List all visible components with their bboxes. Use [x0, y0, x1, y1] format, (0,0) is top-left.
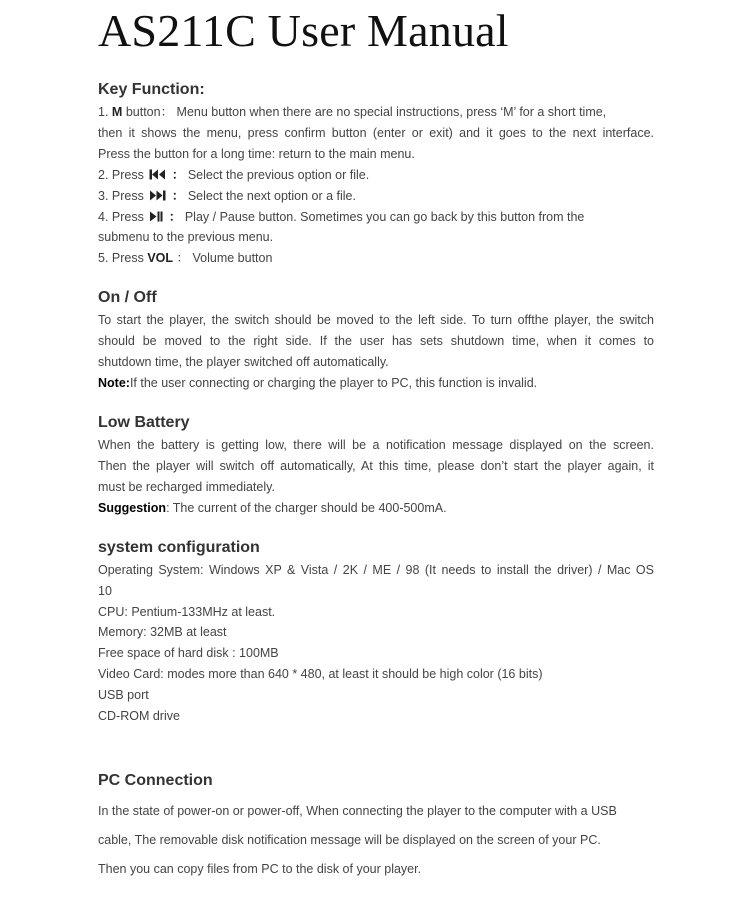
key-function-line-4 [98, 167, 654, 183]
next-icon [149, 190, 166, 201]
item-number: 1. [98, 105, 109, 119]
pc-connection-line-2: cable, The removable disk notification message will be displayed on the screen of your PC. [98, 833, 601, 847]
press-label: 3. Press [98, 189, 144, 203]
suggestion-label: Suggestion [98, 501, 167, 515]
low-battery-suggestion [98, 500, 654, 516]
colon: ： [168, 210, 182, 224]
system-config-line-5: Free space of hard disk : 100MB [98, 646, 279, 660]
system-config-line-8: CD-ROM drive [98, 709, 180, 723]
key-function-line-6 [98, 209, 654, 225]
low-battery-heading: Low Battery [98, 414, 190, 431]
vol-key-label: VOL [147, 251, 174, 265]
system-config-line-7: USB port [98, 688, 149, 702]
on-off-line-1: To start the player, the switch should be moved to the left side. To turn offthe player, the switch [98, 313, 654, 327]
key-function-line-8 [98, 250, 654, 266]
pc-connection-line-3: Then you can copy files from PC to the disk of your player. [98, 862, 422, 876]
system-configuration-heading: system configuration [98, 539, 260, 556]
m-key-description: button： Menu button when there are no special instructions, press ‘M’ for a short time, [125, 105, 607, 119]
system-config-line-4: Memory: 32MB at least [98, 625, 227, 639]
pc-connection-heading: PC Connection [98, 772, 213, 789]
system-config-line-1: Operating System: Windows XP & Vista / 2K / ME / 98 (It needs to install the driver) / Mac OS [98, 563, 654, 577]
pc-connection-line-1: In the state of power-on or power-off, When connecting the player to the computer with a USB [98, 804, 617, 818]
key-function-line-3: Press the button for a long time: return to the main menu. [98, 147, 415, 161]
suggestion-text: : The current of the charger should be 400-500mA. [166, 501, 447, 515]
note-text: If the user connecting or charging the player to PC, this function is invalid. [129, 376, 538, 390]
colon: ： [171, 189, 185, 203]
next-description: Select the next option or a file. [187, 189, 356, 203]
on-off-heading: On / Off [98, 289, 157, 306]
on-off-note [98, 375, 654, 391]
low-battery-line-3: must be recharged immediately. [98, 480, 275, 494]
low-battery-line-2: Then the player will switch off automatically, At this time, please don’t start the player again, it [98, 459, 654, 473]
vol-description: ： Volume button [176, 251, 273, 265]
press-label: 2. Press [98, 168, 144, 182]
system-config-line-2: 10 [98, 584, 112, 598]
m-key-label: M [111, 105, 123, 119]
previous-icon [149, 169, 166, 180]
system-config-line-3: CPU: Pentium-133MHz at least. [98, 605, 276, 619]
on-off-line-3: shutdown time, the player switched off automatically. [98, 355, 389, 369]
key-function-line-1 [98, 104, 654, 120]
on-off-line-2: should be moved to the right side. If the user has sets shutdown time, when it comes to [98, 334, 654, 348]
press-label: 5. Press [98, 251, 144, 265]
press-label: 4. Press [98, 210, 144, 224]
page-title: AS211C User Manual [98, 5, 509, 56]
colon: ： [171, 168, 185, 182]
key-function-heading: Key Function: [98, 81, 205, 98]
key-function-line-7: submenu to the previous menu. [98, 230, 274, 244]
key-function-line-2: then it shows the menu, press confirm button (enter or exit) and it goes to the next interface. [98, 126, 654, 140]
play-pause-icon [149, 211, 163, 222]
play-pause-description: Play / Pause button. Sometimes you can go back by this button from the [184, 210, 585, 224]
system-config-line-6: Video Card: modes more than 640 * 480, at least it should be high color (16 bits) [98, 667, 543, 681]
key-function-line-5 [98, 188, 654, 204]
low-battery-line-1: When the battery is getting low, there will be a notification message displayed on the screen. [98, 438, 654, 452]
previous-description: Select the previous option or file. [187, 168, 370, 182]
note-label: Note: [98, 376, 130, 390]
